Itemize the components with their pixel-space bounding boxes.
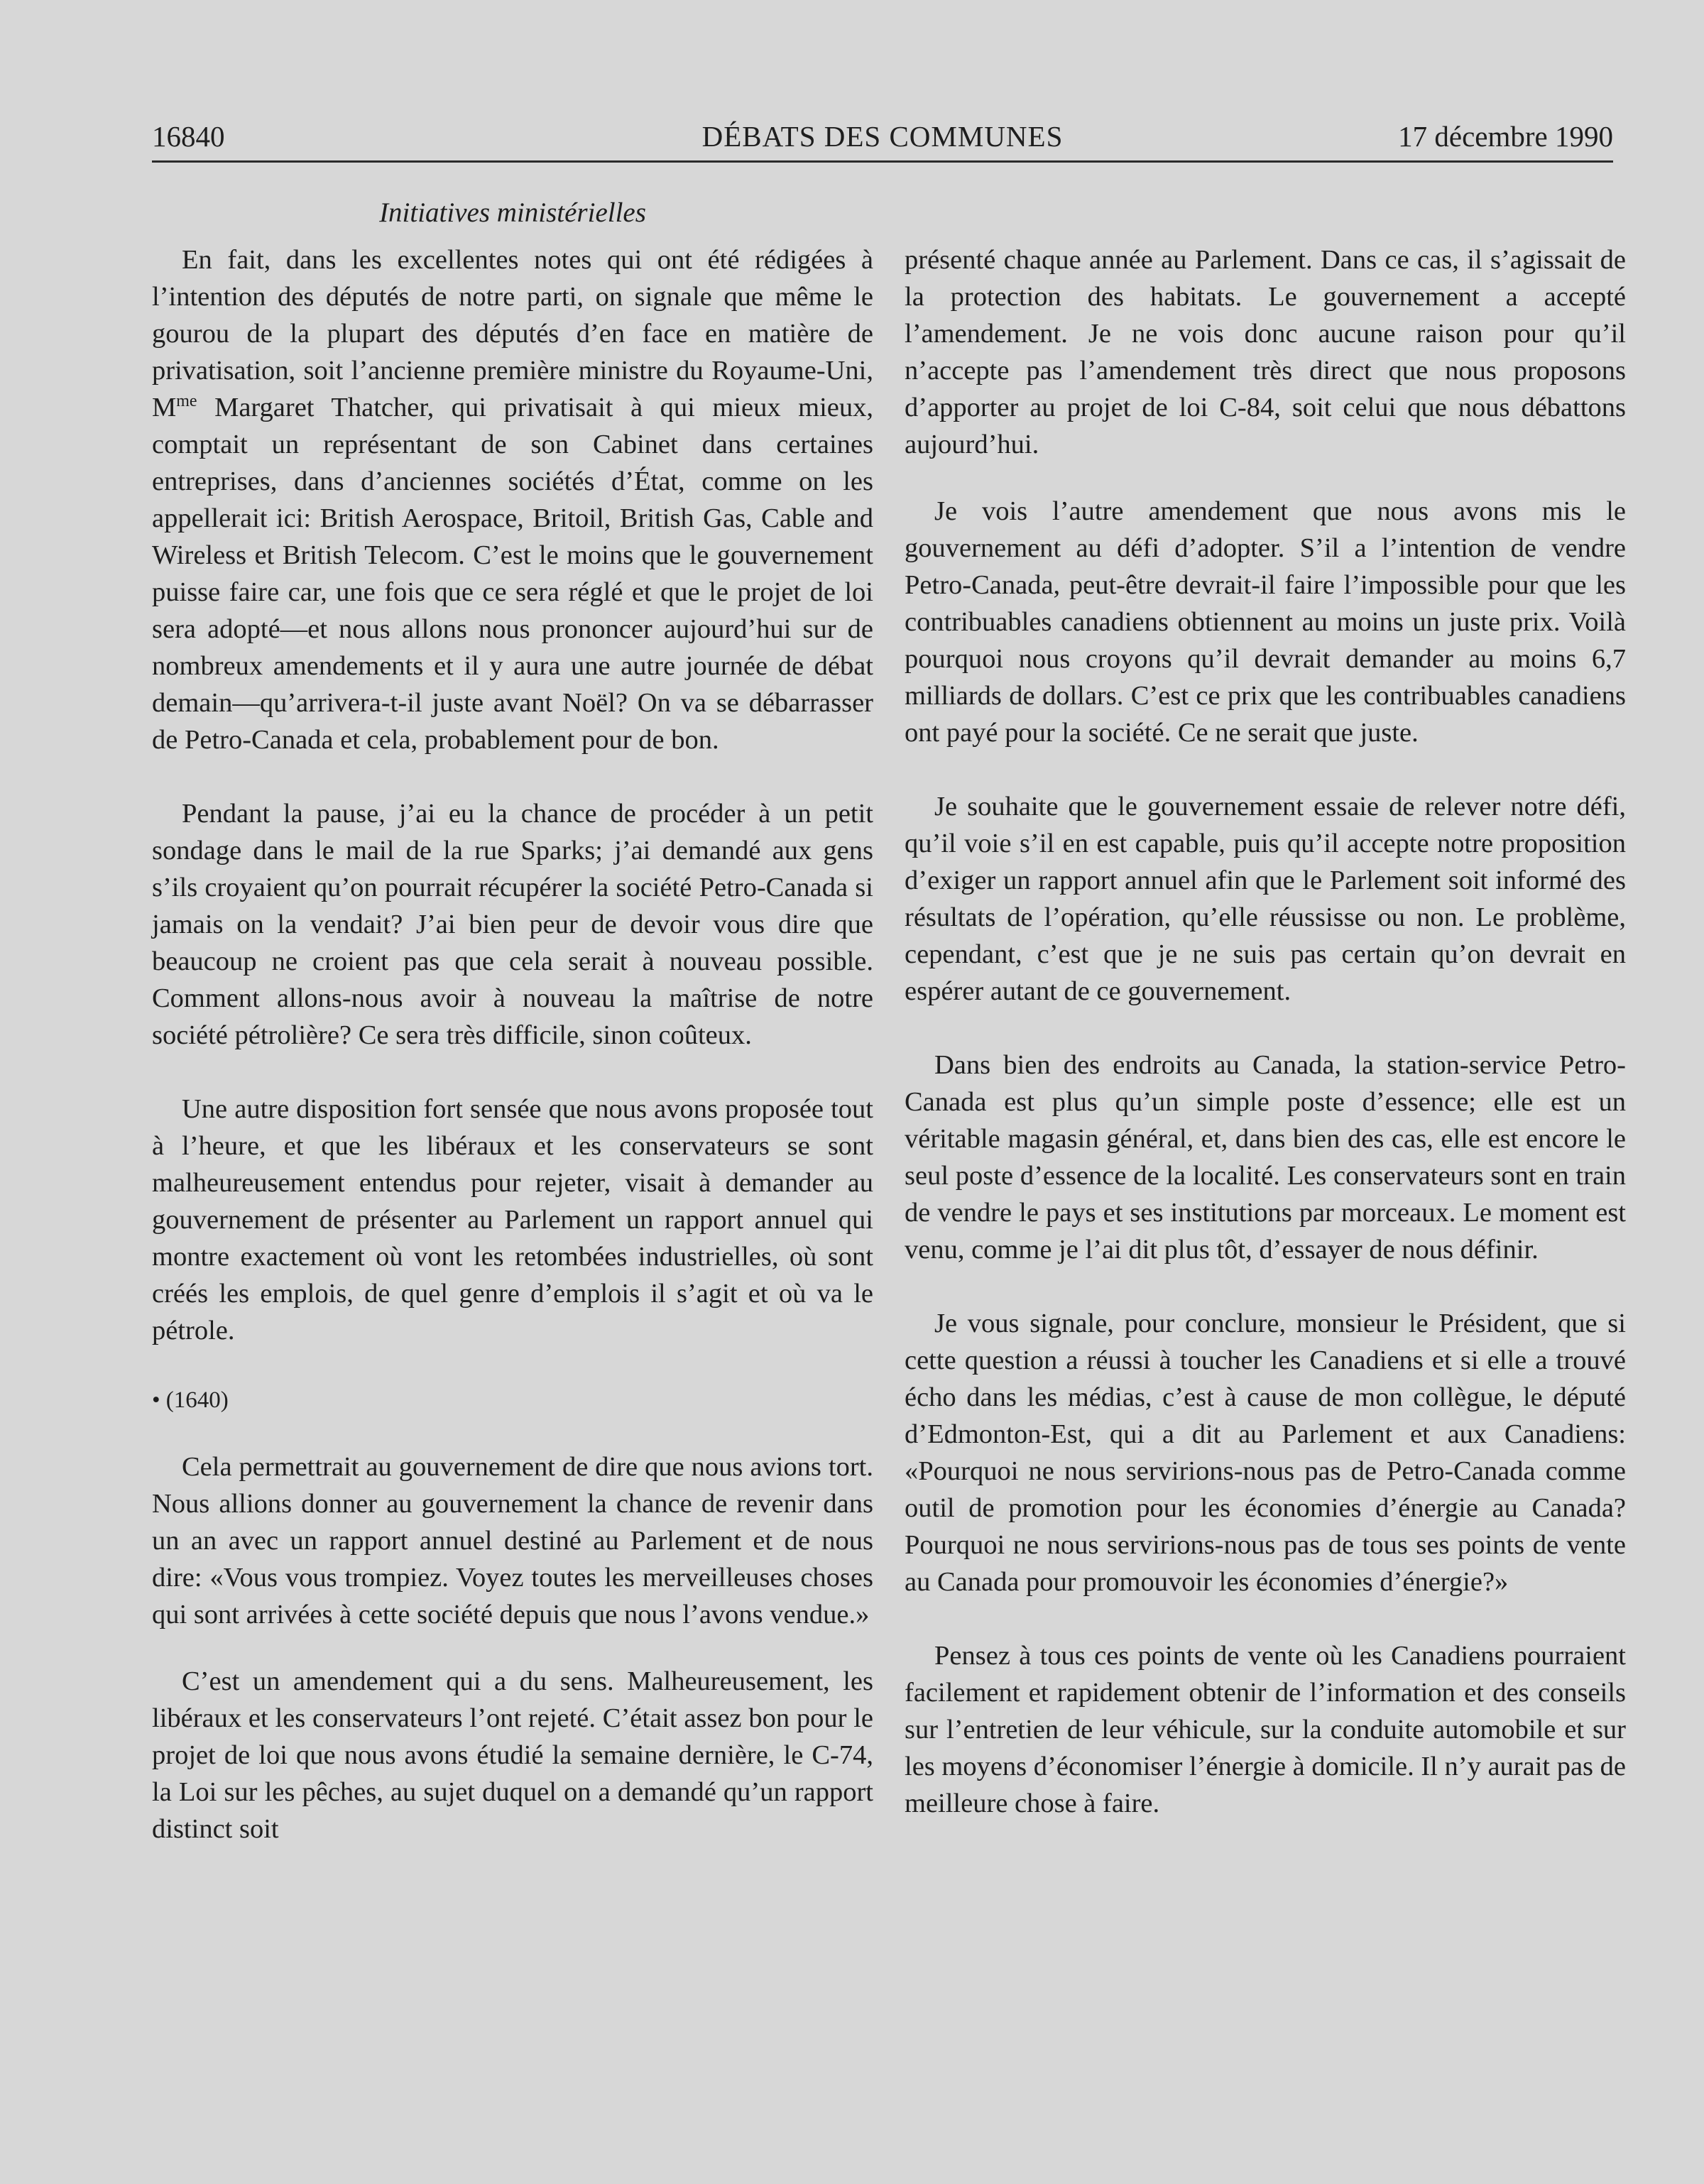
paragraph: Une autre disposition fort sensée que nous avons proposée tout à l’heure, et que les libéraux et les conservateurs se sont malheureusement entendus pour rejeter, visait à demander au gouvernement de présenter au Parlement un rapport annuel qui montre exactement où vont les retombées industrielles, où sont créés les emplois, de quel genre d’emplois il s’agit et où va le pétrole. [152, 1094, 873, 1345]
time-marker: • (1640) [152, 1387, 229, 1413]
paragraph: Cela permettrait au gouvernement de dire que nous avions tort. Nous allions donner au gouvernement la chance de revenir dans un an avec un rapport annuel destiné au Parlement et de nous dire: «Vous vous trompiez. Voyez toutes les merveilleuses choses qui sont arrivées à cette société depuis que nous l’avons vendue.» [152, 1452, 873, 1629]
paragraph-text: En fait, dans les excellentes notes qui ont été rédigées à l’intention des députés de notre parti, on signale que même le gourou de la plupart des députés d’en face en matière de privatisation, soit l’ancienne première ministre du Royaume-Uni, M [152, 245, 873, 422]
paragraph: Je vous signale, pour conclure, monsieur le Président, que si cette question a réussi à toucher les Canadiens et si elle a trouvé écho dans les médias, c’est à cause de mon collègue, le député d’Edmonton-Est, qui a dit au Parlement et aux Canadiens: «Pourquoi ne nous servirions-nous pas de Petro-Canada comme outil de promotion pour les économies d’énergie au Canada? Pourquoi ne nous servirions-nous pas de tous ses points de vente au Canada pour promouvoir les économies d’énergie?» [905, 1309, 1626, 1597]
left-column [152, 241, 873, 1847]
paragraph: Je vois l’autre amendement que nous avons mis le gouvernement au défi d’adopter. S’il a l’intention de vendre Petro-Canada, peut-être devrait-il faire l’impossible pour que les contribuables canadiens obtiennent au moins un juste prix. Voilà pourquoi nous croyons qu’il devrait demander au moins 6,7 milliards de dollars. C’est ce prix que les contribuables canadiens ont payé pour la société. Ce ne serait que juste. [905, 496, 1626, 748]
superscript: me [176, 392, 197, 411]
paragraph: Dans bien des endroits au Canada, la station-service Petro-Canada est plus qu’un simple poste d’essence; elle est un véritable magasin général, et, dans bien des cas, elle est encore le seul poste d’essence de la localité. Les conservateurs sont en train de vendre le pays et ses institutions par morceaux. Le moment est venu, comme je l’ai dit plus tôt, d’essayer de nous définir. [905, 1050, 1626, 1265]
paragraph-text: Margaret Thatcher, qui privatisait à qui mieux mieux, comptait un représentant de son Cabinet dans certaines entreprises, dans d’anciennes sociétés d’État, comme on les appellerait ici: British Aerospace, Britoil, British Gas, Cable and Wireless et British Telecom. C’est le moins que le gouvernement puisse faire car, une fois que ce sera réglé et que le projet de loi sera adopté—et nous allons nous prononcer aujourd’hui sur de nombreux amendements et il y aura une autre journée de débat demain—qu’arrivera-t-il juste avant Noël? On va se débarrasser de Petro-Canada et cela, probablement pour de bon. [152, 393, 873, 755]
paragraph [152, 241, 873, 758]
paragraph: Pensez à tous ces points de vente où les Canadiens pourraient facilement et rapidement obtenir de l’information et des conseils sur l’entretien de leur véhicule, sur la conduite automobile et sur les moyens d’économiser l’énergie à domicile. Il n’y aurait pas de meilleure chose à faire. [905, 1641, 1626, 1818]
publication-title: DÉBATS DES COMMUNES [701, 120, 1064, 153]
page-number: 16840 [152, 120, 225, 153]
page-header [152, 114, 1613, 163]
paragraph: Pendant la pause, j’ai eu la chance de procéder à un petit sondage dans le mail de la rue Sparks; j’ai demandé aux gens s’ils croyaient qu’on pourrait récupérer la société Petro-Canada si jamais on la vendait? J’ai bien peur de devoir vous dire que beaucoup ne croient pas que cela serait à nouveau possible. Comment allons-nous avoir à nouveau la maîtrise de notre société pétrolière? Ce sera très difficile, sinon coûteux. [152, 799, 873, 1050]
paragraph: présenté chaque année au Parlement. Dans ce cas, il s’agissait de la protection des habitats. Le gouvernement a accepté l’amendement. Je ne vois donc aucune raison pour qu’il n’accepte pas l’amendement très direct que nous proposons d’apporter au projet de loi C-84, soit celui que nous débattons aujourd’hui. [905, 245, 1626, 459]
right-column [905, 241, 1626, 1822]
section-title: Initiatives ministérielles [379, 197, 646, 228]
paragraph: Je souhaite que le gouvernement essaie de relever notre défi, qu’il voie s’il en est capable, puis qu’il accepte notre proposition d’exiger un rapport annuel afin que le Parlement soit informé des résultats de l’opération, qu’elle réussisse ou non. Le problème, cependant, c’est que je ne suis pas certain qu’on devrait en espérer autant de ce gouvernement. [905, 792, 1626, 1006]
paragraph: C’est un amendement qui a du sens. Malheureusement, les libéraux et les conservateurs l’ont rejeté. C’était assez bon pour le projet de loi que nous avons étudié la semaine dernière, le C-74, la Loi sur les pêches, au sujet duquel on a demandé qu’un rapport distinct soit [152, 1666, 873, 1844]
sitting-date: 17 décembre 1990 [1398, 120, 1613, 153]
